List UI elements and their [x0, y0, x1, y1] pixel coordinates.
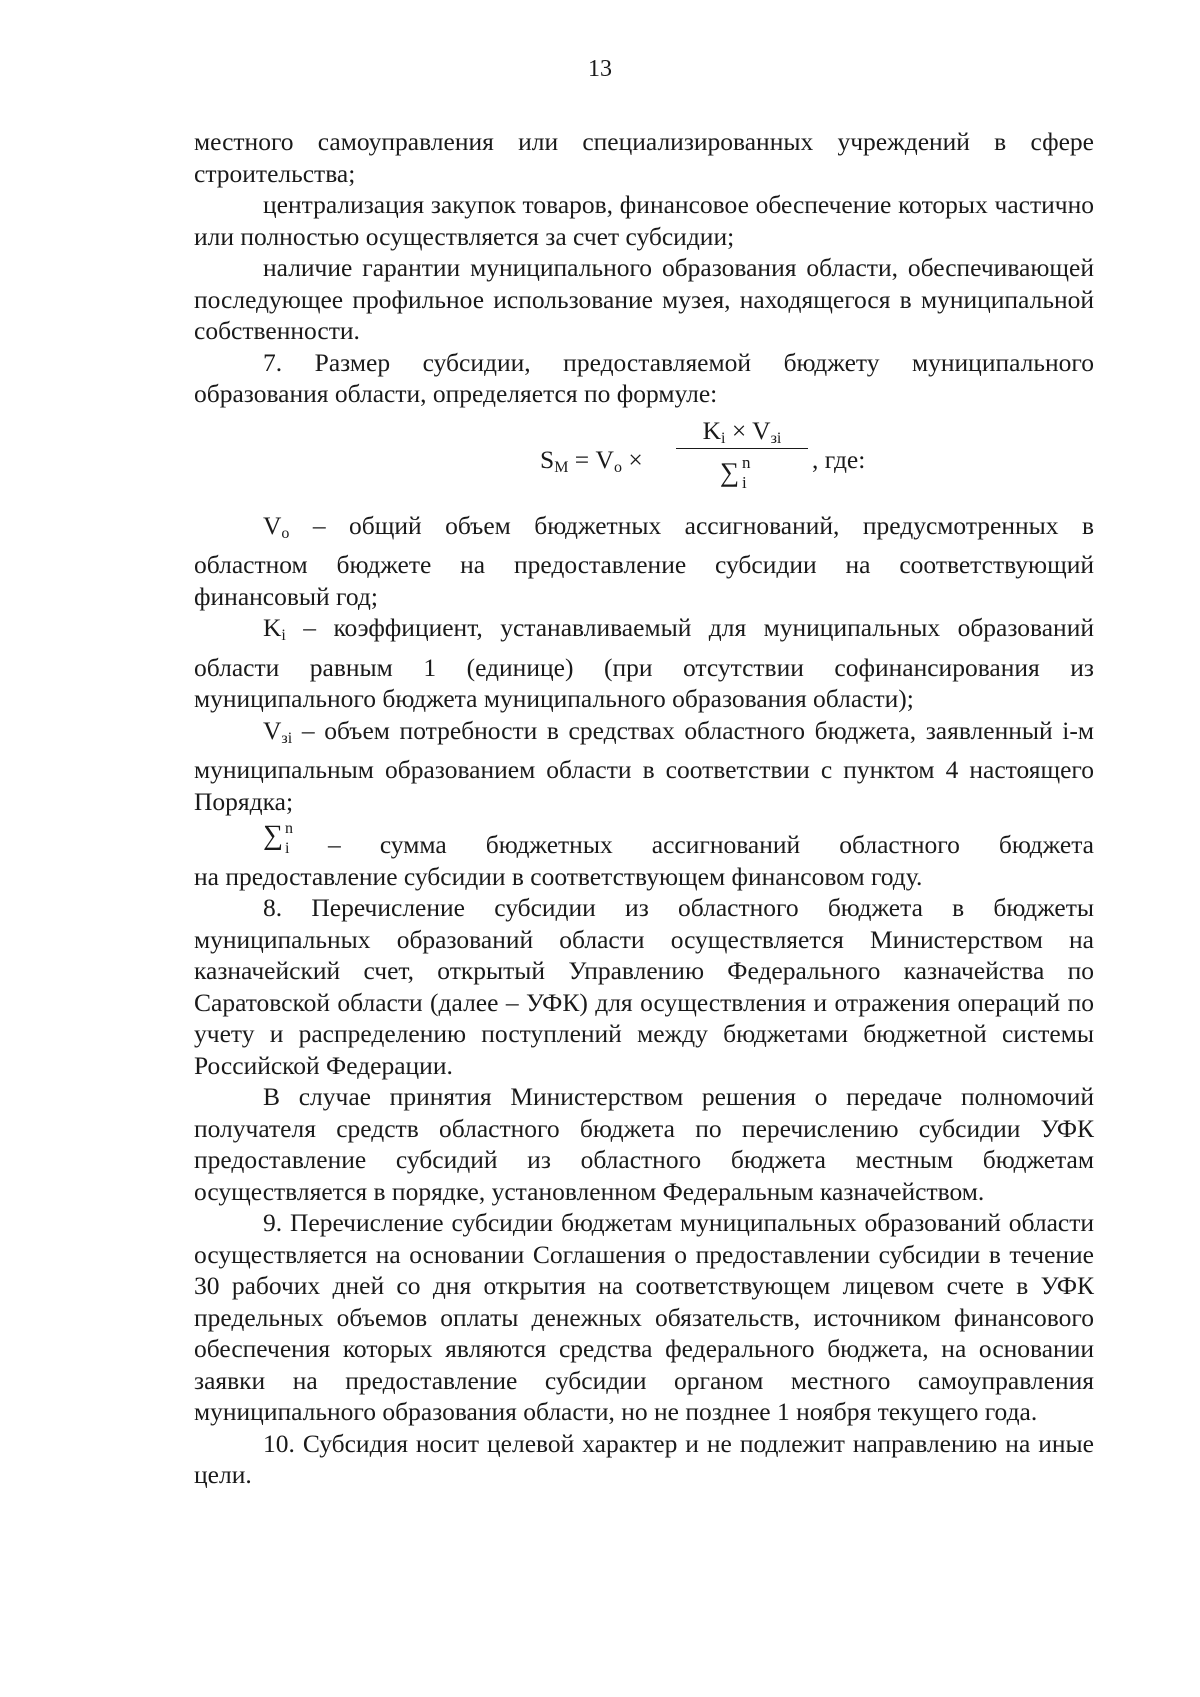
paragraph-item-7: 7. Размер субсидии, предоставляемой бюджету муниципального образования области, определяется по формуле:	[194, 347, 1094, 408]
paragraph: В случае принятия Министерством решения о передаче полномочий получателя средств областного бюджета по перечислению субсидии УФК предоставление субсидий из областного бюджета местным бюджетам осуществляется в порядке, установленном Федеральным казначейством.	[194, 1082, 1094, 1206]
definition-ki: Ki – коэффициент, устанавливаемый для муниципальных образований области равным 1 (единице) (при отсутствии софинансирования из муниципального бюджета муниципального образования области);	[194, 613, 1094, 713]
formula-lhs: SМ = Vо ×	[540, 444, 643, 476]
definition-vzi: Vзi – объем потребности в средствах областного бюджета, заявленный i-м муниципальным образованием области в соответствии с пунктом 4 настоящего Порядка;	[194, 715, 1094, 816]
paragraph-item-9: 9. Перечисление субсидии бюджетам муниципальных образований области осуществляется на основании Соглашения о предоставлении субсидии в течение 30 рабочих дней со дня открытия на соответствующем лицевом счете в УФК предельных объемов оплаты денежных обязательств, источником финансового обеспечения которых являются средства федерального бюджета, на основании заявки на предоставление субсидии органом местного самоуправления муниципального образования области, но не позднее 1 ноября текущего года.	[194, 1208, 1094, 1426]
document-body	[194, 126, 1094, 1491]
paragraph: централизация закупок товаров, финансовое обеспечение которых частично или полностью осуществляется за счет субсидии;	[194, 190, 1094, 251]
paragraph: наличие гарантии муниципального образования области, обеспечивающей последующее профильное использование музея, находящегося в муниципальной собственности.	[194, 253, 1094, 345]
definition-sum-line1: – сумма бюджетных ассигнований областного бюджета	[328, 830, 1094, 859]
paragraph-item-8: 8. Перечисление субсидии из областного бюджета в бюджеты муниципальных образований области осуществляется Министерством на казначейский счет, открытый Управлению Федерального казначейства по Саратовской области (далее – УФК) для осуществления и отражения операций по учету и распределению поступлений между бюджетами бюджетной системы Российской Федерации.	[194, 893, 1094, 1080]
formula-fraction	[676, 416, 808, 499]
sigma-symbol: ∑	[720, 456, 740, 487]
paragraph: местного самоуправления или специализированных учреждений в сфере строительства;	[194, 127, 1094, 188]
definition-vo: Vо – общий объем бюджетных ассигнований, предусмотренных в областном бюджете на предоставление субсидии на соответствующий финансовый год;	[194, 510, 1094, 611]
formula	[194, 410, 1094, 510]
formula-denominator: ∑ n i	[720, 452, 751, 492]
formula-numerator: Ki × Vзi	[702, 415, 782, 447]
definition-sum-line2: на предоставление субсидии в соответствующем финансовом году.	[194, 861, 923, 891]
formula-where: , где:	[812, 444, 866, 474]
definition-sum	[194, 820, 1094, 892]
page-number: 13	[588, 56, 612, 82]
sum-symbol: ∑ n i	[263, 820, 293, 857]
paragraph-item-10: 10. Субсидия носит целевой характер и не подлежит направлению на иные цели.	[194, 1428, 1094, 1489]
